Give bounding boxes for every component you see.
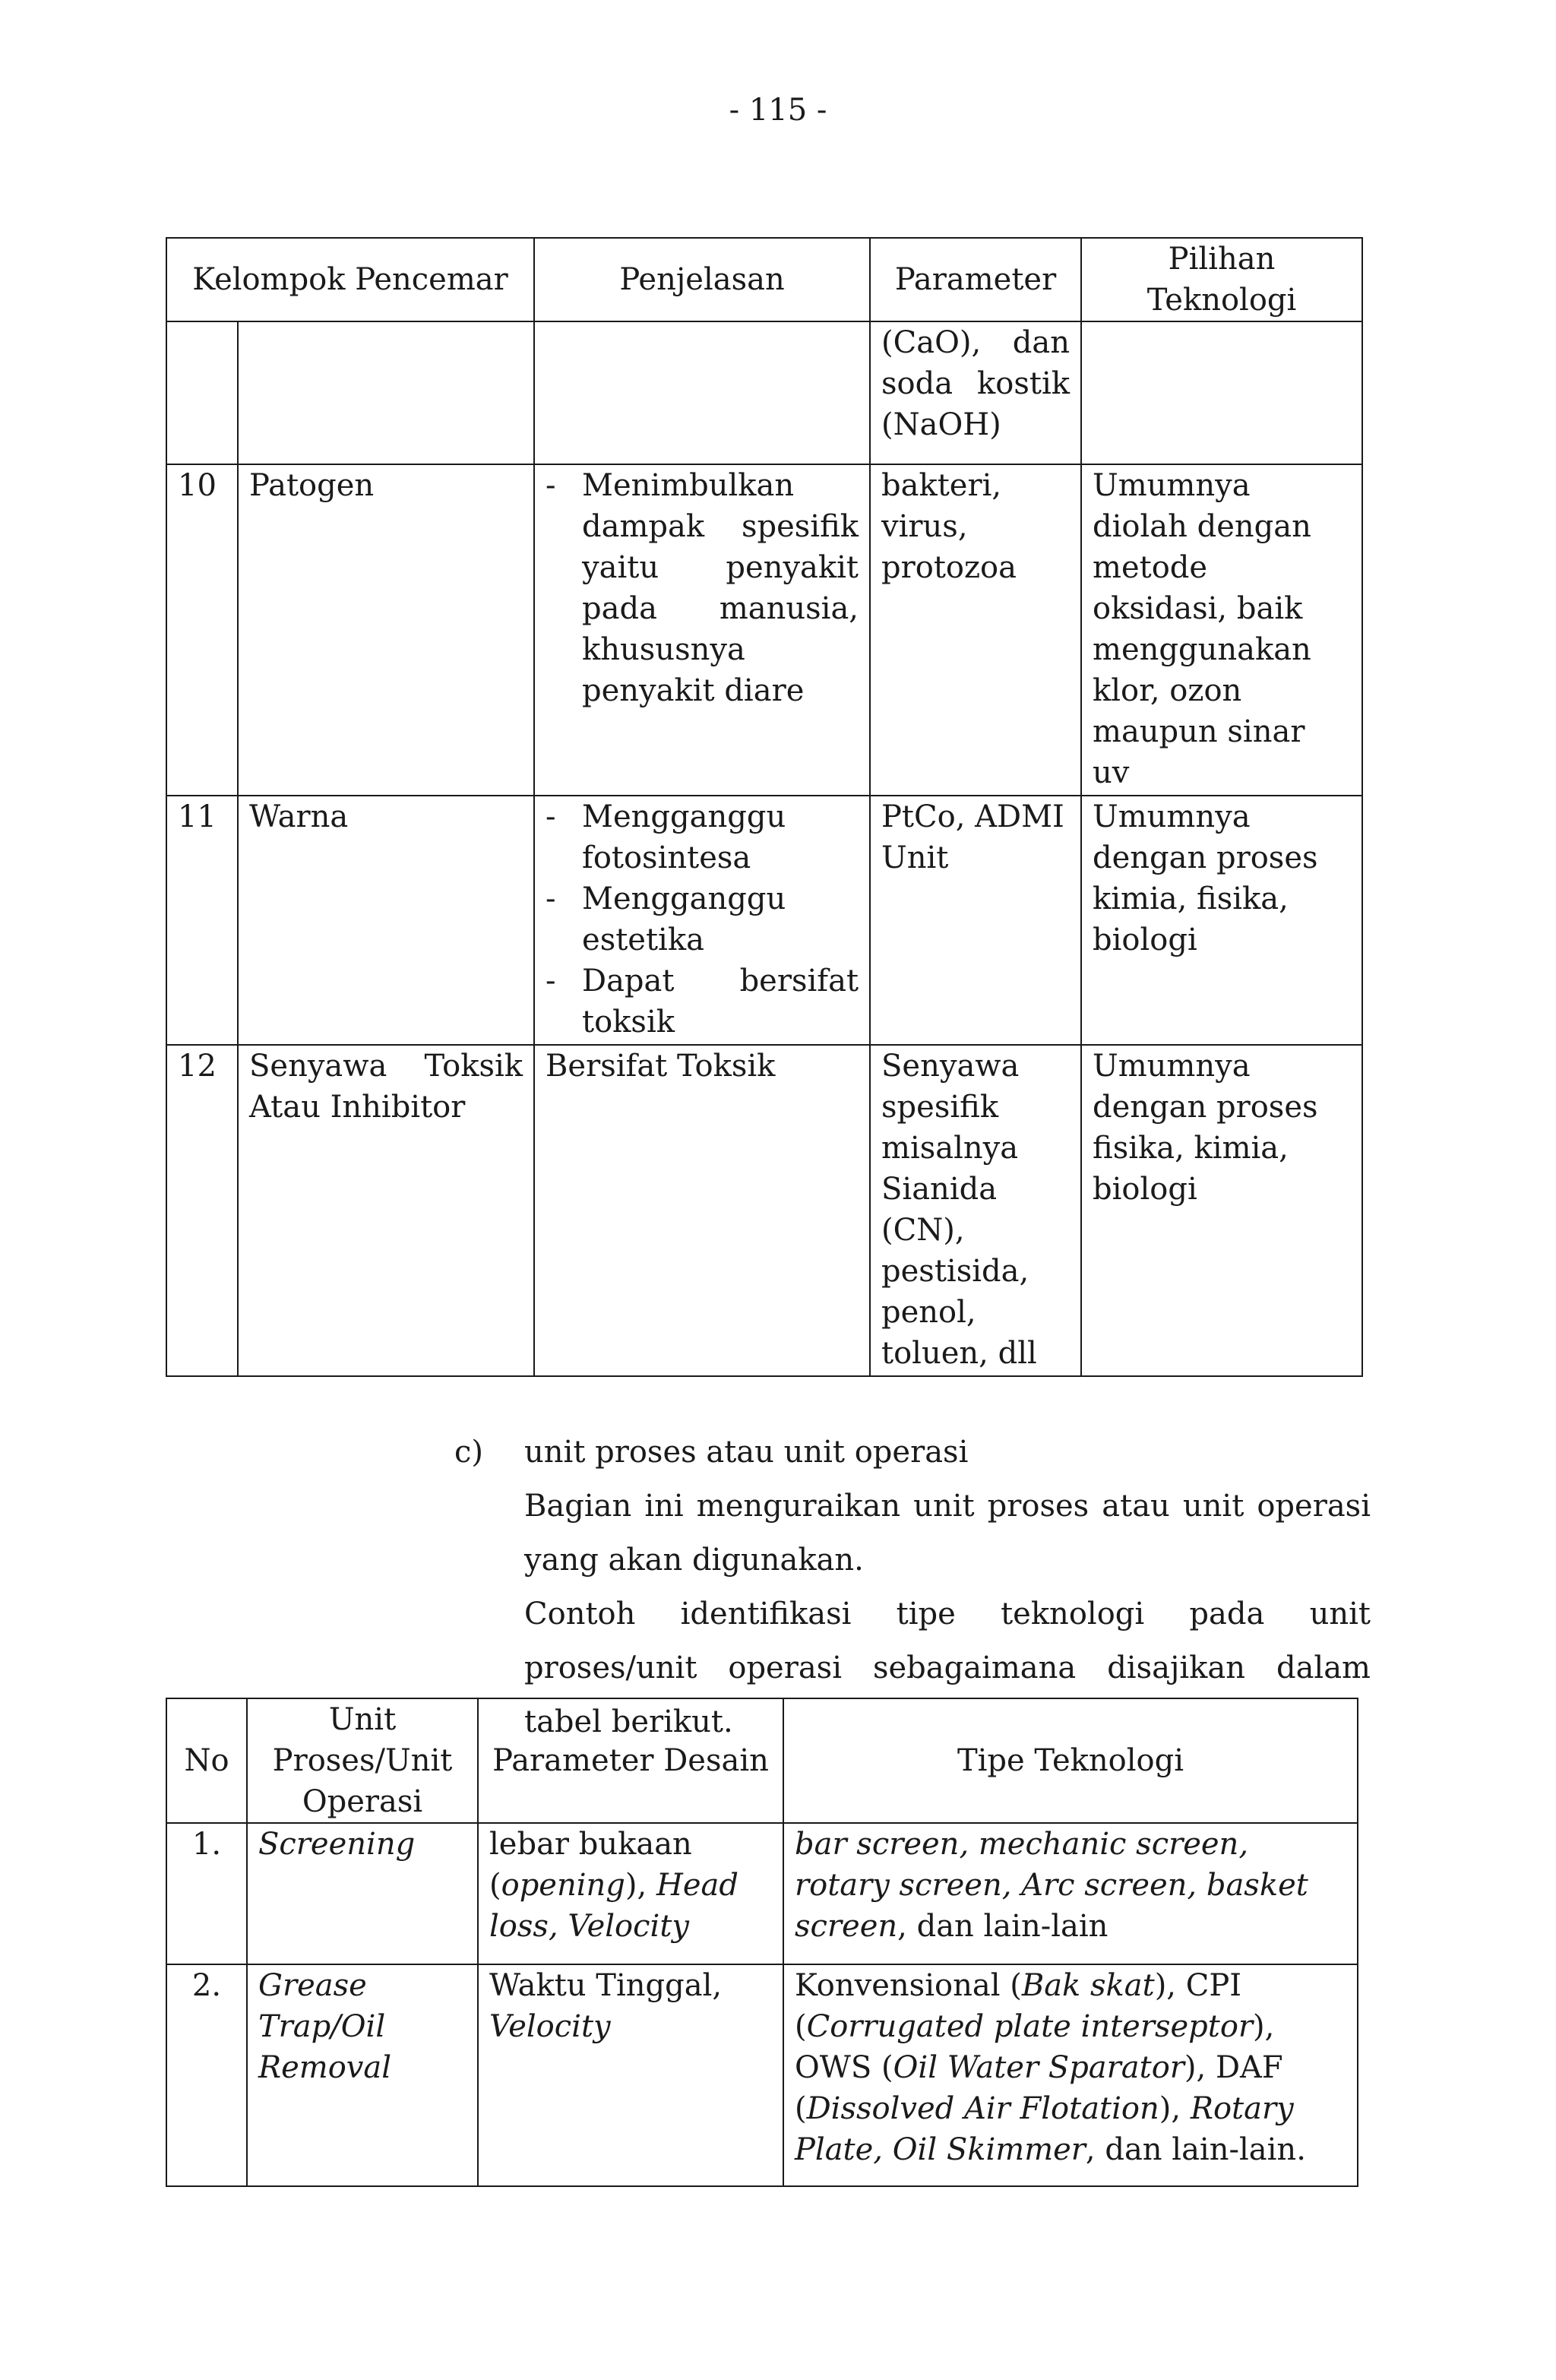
table-row <box>166 796 1362 1045</box>
design-parameter-cell: Waktu Tinggal, Velocity <box>478 1964 783 2186</box>
table-row <box>166 321 1362 464</box>
section-label: c) <box>454 1435 484 1470</box>
table-row <box>166 1045 1362 1376</box>
section-title: unit proses atau unit operasi <box>524 1435 969 1470</box>
header-parameter: Parameter <box>870 238 1081 321</box>
unit-process-table <box>166 1698 1358 2187</box>
header-penjelasan: Penjelasan <box>534 238 870 321</box>
row-number: 2. <box>166 1964 247 2186</box>
row-number: 1. <box>166 1823 247 1964</box>
explanation-cell: Bersifat Toksik <box>534 1045 870 1376</box>
technology-cell: Umumnya diolah dengan metode oksidasi, baik menggunakan klor, ozon maupun sinar uv <box>1081 464 1362 796</box>
technology-cell: Umumnya dengan proses fisika, kimia, biologi <box>1081 1045 1362 1376</box>
pollutant-group: Patogen <box>238 464 534 796</box>
pollutant-table <box>166 237 1363 1377</box>
design-parameter-cell: lebar bukaan (opening), Head loss, Velocity <box>478 1823 783 1964</box>
explanation-item: - Dapat bersifat toksik <box>546 961 859 1043</box>
pollutant-group: Warna <box>238 796 534 1045</box>
table-row <box>166 464 1362 796</box>
page-number: - 115 - <box>729 93 827 128</box>
parameter-cell: bakteri, virus, protozoa <box>870 464 1081 796</box>
technology-type-cell: Konvensional (Bak skat), CPI (Corrugated plate interseptor), OWS (Oil Water Sparator), DAF (Dissolved Air Flotation), Rotary Plate, Oil Skimmer, dan lain-lain. <box>783 1964 1358 2186</box>
header-no: No <box>166 1698 247 1823</box>
section-paragraph-1: Bagian ini menguraikan unit proses atau unit operasi yang akan digunakan. <box>524 1489 1371 1578</box>
table-row <box>166 1964 1358 2186</box>
parameter-cell: Senyawa spesifik misalnya Sianida (CN), pestisida, penol, toluen, dll <box>870 1045 1081 1376</box>
explanation-item: - Menimbulkan dampak spesifik yaitu penyakit pada manusia, khususnya penyakit diare <box>546 465 859 711</box>
table-row <box>166 1823 1358 1964</box>
continuation-parameter: (CaO), dan soda kostik (NaOH) <box>870 321 1081 464</box>
pollutant-group: Senyawa Toksik Atau Inhibitor <box>238 1045 534 1376</box>
row-number: 12 <box>166 1045 238 1376</box>
header-parameter-desain: Parameter Desain <box>478 1698 783 1823</box>
header-pilihan-teknologi: Pilihan Teknologi <box>1081 238 1362 321</box>
explanation-item: - Mengganggu fotosintesa <box>546 796 859 878</box>
explanation-cell <box>534 796 870 1045</box>
technology-type-cell: bar screen, mechanic screen, rotary screen, Arc screen, basket screen, dan lain-lain <box>783 1823 1358 1964</box>
explanation-item: - Mengganggu estetika <box>546 878 859 961</box>
header-unit-proses: Unit Proses/Unit Operasi <box>247 1698 478 1823</box>
unit-cell: Screening <box>247 1823 478 1964</box>
row-number: 11 <box>166 796 238 1045</box>
section-paragraph-2: Contoh identifikasi tipe teknologi pada unit proses/unit operasi sebagaimana disajikan dalam tabel berikut. <box>524 1597 1371 1739</box>
header-kelompok-pencemar: Kelompok Pencemar <box>166 238 534 321</box>
explanation-cell <box>534 464 870 796</box>
row-number: 10 <box>166 464 238 796</box>
unit-cell: Grease Trap/Oil Removal <box>247 1964 478 2186</box>
header-tipe-teknologi: Tipe Teknologi <box>783 1698 1358 1823</box>
technology-cell: Umumnya dengan proses kimia, fisika, biologi <box>1081 796 1362 1045</box>
parameter-cell: PtCo, ADMI Unit <box>870 796 1081 1045</box>
